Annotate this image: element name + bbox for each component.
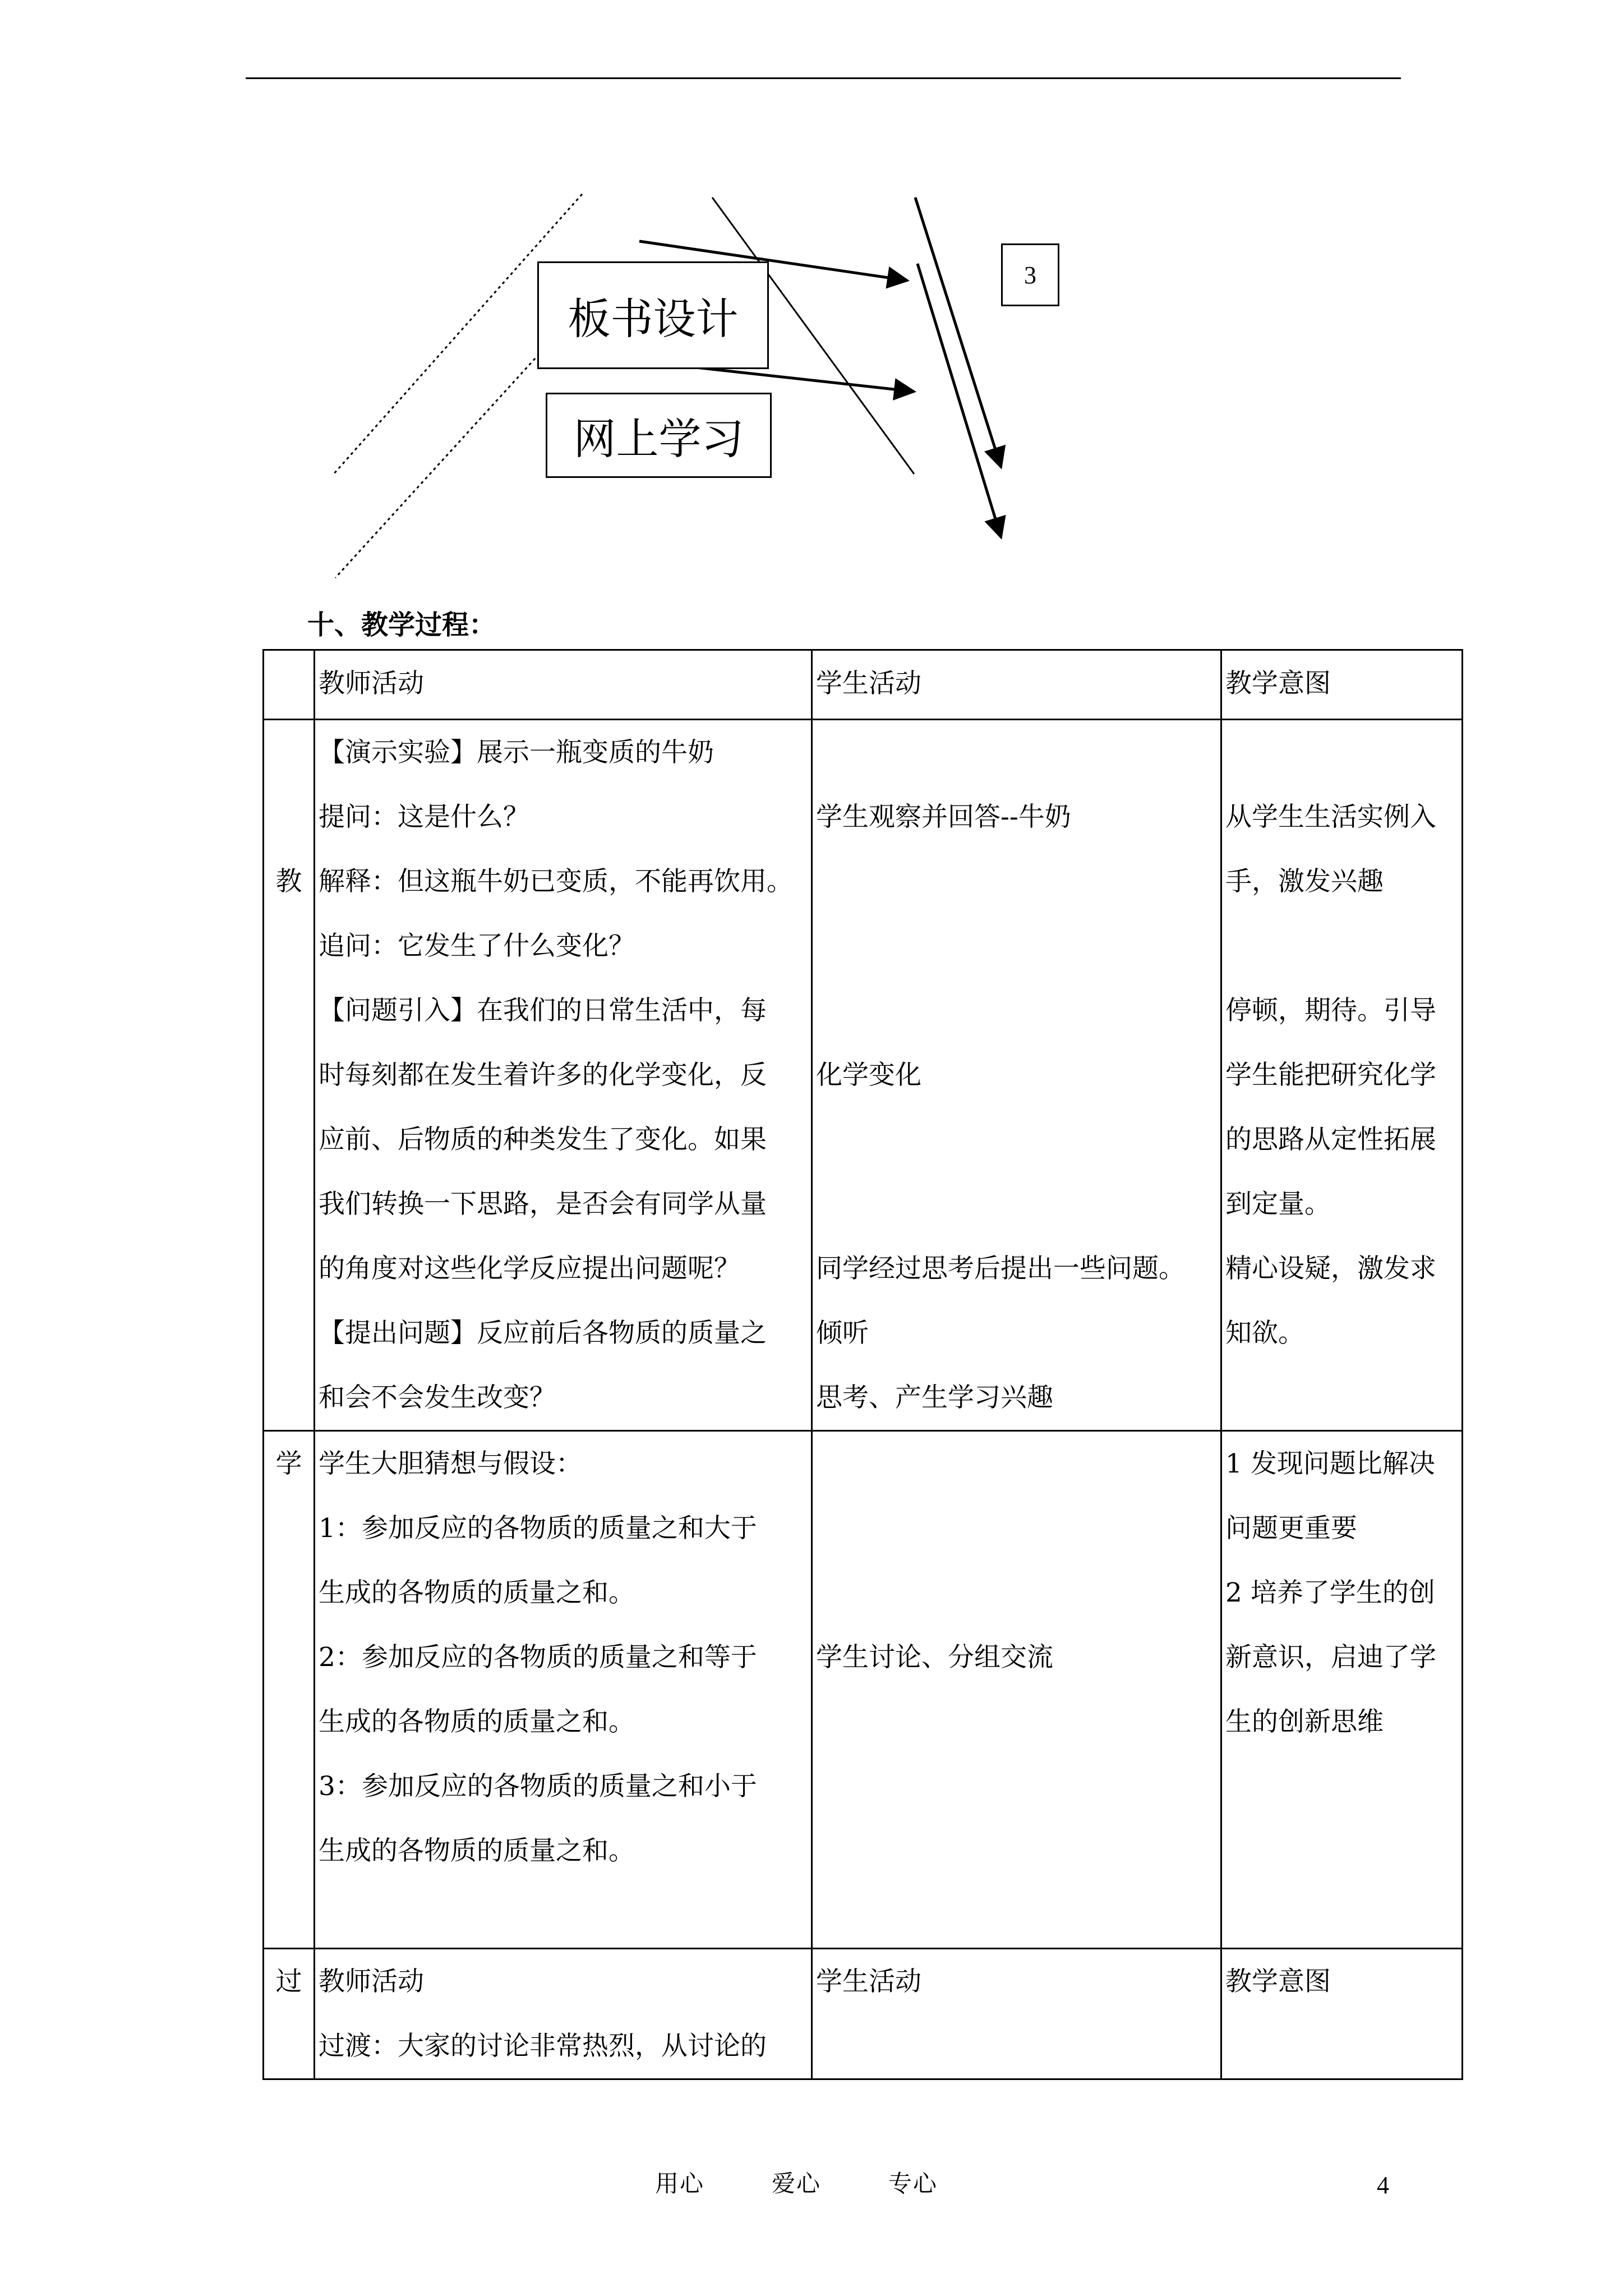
cell-line: [816, 1107, 1217, 1172]
cell-line: 和会不会发生改变？: [319, 1382, 556, 1413]
cell-line: 新意识，启迪了学: [1225, 1642, 1436, 1673]
cell-line: 思考、产生学习兴趣: [816, 1382, 1053, 1413]
board-diagram: [0, 0, 1623, 589]
cell-line: [816, 849, 1217, 914]
cell-line: [816, 1496, 1217, 1561]
cell-line: [1225, 1754, 1458, 1819]
online-learning-box: 网上学习: [546, 393, 772, 478]
cell-line: 化学变化: [816, 1060, 921, 1091]
table-row: [264, 1949, 1463, 2079]
row-side-label: 学: [264, 1431, 315, 1949]
intent-cell: [1221, 1431, 1463, 1949]
cell-line: [816, 1819, 1217, 1883]
cell-line: 【提出问题】反应前后各物质的质量之: [319, 1318, 767, 1349]
cell-line: 学生大胆猜想与假设：: [319, 1448, 582, 1479]
student-activity-cell: [812, 1431, 1221, 1949]
cell-line: [1225, 1883, 1458, 1948]
page-number: 4: [1377, 2171, 1389, 2199]
teacher-activity-cell: [315, 720, 812, 1431]
cell-line: 3：参加反应的各物质的质量之和小于: [319, 1771, 757, 1802]
cell-line: [816, 1690, 1217, 1754]
header-teacher-cell: 教师活动: [315, 650, 812, 720]
student-activity-cell: [812, 720, 1221, 1431]
cell-line: 精心设疑，激发求: [1225, 1253, 1436, 1284]
arrow-down-long: [915, 197, 1001, 467]
cell-line: 应前、后物质的种类发生了变化。如果: [319, 1124, 767, 1155]
cell-line: [319, 1883, 808, 1948]
cell-line: 1：参加反应的各物质的质量之和大于: [319, 1513, 757, 1544]
intent-cell: [1221, 1949, 1463, 2079]
cell-line: 生成的各物质的质量之和。: [319, 1577, 635, 1608]
cell-line: 同学经过思考后提出一些问题。: [816, 1253, 1185, 1284]
cell-line: 知欲。: [1225, 1318, 1304, 1349]
cell-line: [816, 2014, 1217, 2078]
cell-line: 1 发现问题比解决: [1225, 1448, 1435, 1479]
cell-line: [816, 1172, 1217, 1236]
footer-words: [655, 2165, 1005, 2199]
cell-line: [1225, 720, 1458, 785]
teacher-activity-cell: [315, 1949, 812, 2079]
cell-line: [816, 1883, 1217, 1948]
cell-line: 倾听: [816, 1318, 869, 1349]
cell-line: 解释：但这瓶牛奶已变质，不能再饮用。: [319, 866, 793, 897]
cell-line: 到定量。: [1225, 1189, 1331, 1220]
cell-line: 【演示实验】展示一瓶变质的牛奶: [319, 737, 714, 768]
cell-line: [816, 720, 1217, 785]
cell-line: 2 培养了学生的创: [1225, 1577, 1435, 1608]
cell-line: [1225, 1819, 1458, 1883]
teacher-activity-cell: [315, 1431, 812, 1949]
cell-line: 学生观察并回答--牛奶: [816, 802, 1071, 832]
table-header-row: [264, 650, 1463, 720]
cell-line: 我们转换一下思路，是否会有同学从量: [319, 1189, 767, 1220]
cell-line: [1225, 1365, 1458, 1430]
cell-line: 提问：这是什么？: [319, 802, 529, 832]
cell-line: 学生能把研究化学: [1225, 1060, 1436, 1091]
header-side-cell: [264, 650, 315, 720]
intent-cell: [1221, 720, 1463, 1431]
cell-line: [816, 1561, 1217, 1625]
table-row: [264, 720, 1463, 1431]
cell-line: 教学意图: [1225, 1966, 1331, 1997]
footer-word: 用心: [655, 2170, 705, 2197]
student-activity-cell: [812, 1949, 1221, 2079]
cell-line: 学生活动: [816, 1966, 921, 1997]
footer-word: 专心: [888, 2170, 938, 2197]
row-side-label: 教: [264, 720, 315, 1431]
cell-line: 生成的各物质的质量之和。: [319, 1835, 635, 1866]
cell-line: 的思路从定性拓展: [1225, 1124, 1436, 1155]
cell-line: 问题更重要: [1225, 1513, 1357, 1544]
cell-line: [1225, 2014, 1458, 2078]
cell-line: 学生讨论、分组交流: [816, 1642, 1053, 1673]
cell-line: 停顿，期待。引导: [1225, 995, 1436, 1026]
cell-line: 手，激发兴趣: [1225, 866, 1384, 897]
cell-line: 2：参加反应的各物质的质量之和等于: [319, 1642, 757, 1673]
number-box: 3: [1001, 243, 1059, 306]
cell-line: 从学生生活实例入: [1225, 802, 1436, 832]
cell-line: 生的创新思维: [1225, 1706, 1384, 1737]
cell-line: 教师活动: [319, 1966, 424, 1997]
footer-word: 爱心: [772, 2170, 822, 2197]
table-row: [264, 1431, 1463, 1949]
cell-line: 时每刻都在发生着许多的化学变化，反: [319, 1060, 767, 1091]
arrow-down-short: [917, 264, 1001, 537]
cell-line: [816, 1754, 1217, 1819]
cell-line: 过渡：大家的讨论非常热烈，从讨论的: [319, 2031, 767, 2062]
cell-line: [816, 914, 1217, 978]
cell-line: 生成的各物质的质量之和。: [319, 1706, 635, 1737]
cell-line: [816, 978, 1217, 1043]
row-side-label: 过: [264, 1949, 315, 2079]
cell-line: 【问题引入】在我们的日常生活中，每: [319, 995, 767, 1026]
section-title: 十、教学过程：: [307, 609, 496, 641]
cell-line: 的角度对这些化学反应提出问题呢？: [319, 1253, 740, 1284]
teaching-process-table: [262, 649, 1463, 2080]
cell-line: [816, 1432, 1217, 1496]
cell-line: 追问：它发生了什么变化？: [319, 931, 635, 961]
cell-line: [1225, 914, 1458, 978]
header-student-cell: 学生活动: [812, 650, 1221, 720]
header-intent-cell: 教学意图: [1221, 650, 1463, 720]
board-design-box: 板书设计: [537, 261, 769, 369]
